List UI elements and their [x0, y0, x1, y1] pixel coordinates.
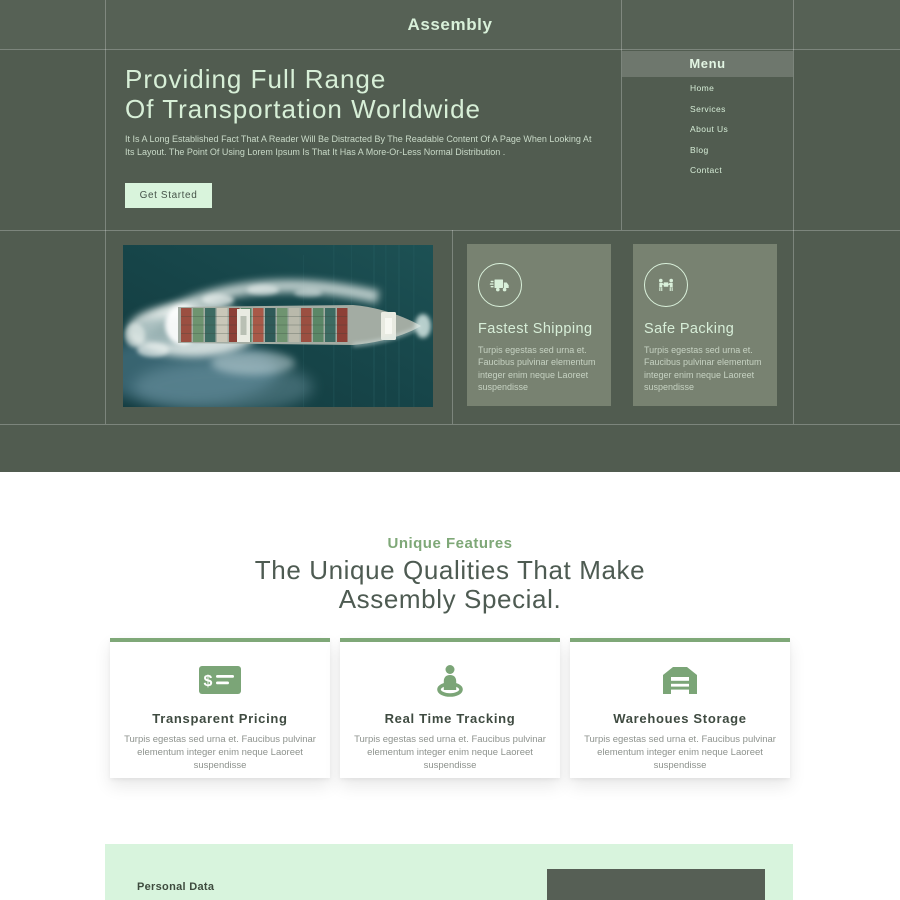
grid-divider	[0, 424, 900, 425]
feature-card-body: Turpis egestas sed urna et. Faucibus pulvinar elementum integer enim neque Laoreet suspendisse	[478, 345, 596, 393]
icon-circle	[644, 263, 688, 307]
feature-cards-section	[452, 230, 793, 424]
personal-data-title: Personal Data	[137, 881, 215, 893]
hero-heading-line1: Providing Full Range	[125, 64, 387, 94]
unique-card-body: Turpis egestas sed urna et. Faucibus pulvinar elementum integer enim neque Laoreet suspendisse	[124, 734, 316, 771]
svg-text:$: $	[203, 673, 213, 690]
unique-features-section	[0, 472, 900, 845]
menu-item-home[interactable]: Home	[690, 83, 715, 93]
icon-wrap	[570, 658, 790, 702]
unique-card-body: Turpis egestas sed urna et. Faucibus pulvinar elementum integer enim neque Laoreet suspendisse	[584, 734, 776, 771]
dollar-price-list-icon	[198, 664, 242, 696]
feature-card-title: Safe Packing	[644, 321, 735, 337]
header	[0, 0, 900, 49]
icon-circle	[478, 263, 522, 307]
grid-divider	[793, 0, 794, 424]
cargo-ship-aerial-image	[123, 245, 433, 407]
unique-card-title: Real Time Tracking	[384, 711, 516, 726]
unique-card-warehouse-storage	[570, 638, 790, 778]
unique-card-title: Warehoues Storage	[613, 711, 747, 726]
panel-media-placeholder	[547, 869, 765, 900]
site-logo-title: Assembly	[407, 15, 493, 34]
menu-item-contact[interactable]: Contact	[690, 165, 723, 175]
menu-title: Menu	[689, 56, 726, 71]
menu-header	[622, 51, 793, 77]
warehouse-building-icon	[660, 664, 700, 696]
feature-card-safe-packing	[633, 244, 777, 406]
section-heading-line1: The Unique Qualities That Make	[254, 555, 646, 585]
menu-item-about-us[interactable]: About Us	[690, 124, 729, 134]
menu-list	[690, 83, 728, 186]
movers-carrying-box-icon	[654, 273, 678, 297]
menu-item-services[interactable]: Services	[690, 103, 726, 114]
unique-card-body: Turpis egestas sed urna et. Faucibus pulvinar elementum integer enim neque Laoreet suspendisse	[354, 734, 546, 771]
icon-wrap	[110, 658, 330, 702]
section-heading-line2: Assembly Special.	[338, 584, 562, 614]
hero-heading-line2: Of Transportation Worldwide	[125, 94, 481, 124]
unique-card-real-time-tracking	[340, 638, 560, 778]
personal-data-panel	[105, 844, 793, 900]
hero-paragraph: It Is A Long Established Fact That A Reader Will Be Distracted By The Readable Content Of A Page When Looking At Its Layout. The Point Of Using Lorem Ipsum Is That It Has A More-Or-Less Normal Distribution .	[125, 134, 592, 157]
unique-card-transparent-pricing	[110, 638, 330, 778]
icon-wrap	[340, 658, 560, 702]
menu-panel	[621, 49, 793, 230]
feature-card-fastest-shipping	[467, 244, 611, 406]
person-location-tracking-icon	[428, 663, 472, 697]
feature-card-body: Turpis egestas sed urna et. Faucibus pulvinar elementum integer enim neque Laoreet suspendisse	[644, 345, 762, 393]
get-started-button[interactable]: Get Started	[125, 183, 212, 208]
section-heading	[0, 556, 900, 614]
hero-media-section	[105, 230, 452, 424]
section-eyebrow: Unique Features	[387, 535, 513, 552]
delivery-truck-icon	[488, 273, 512, 297]
hero-heading	[125, 64, 481, 124]
hero-section	[105, 49, 621, 230]
feature-card-title: Fastest Shipping	[478, 321, 593, 337]
menu-item-blog[interactable]: Blog	[690, 144, 709, 155]
unique-card-title: Transparent Pricing	[152, 711, 288, 726]
